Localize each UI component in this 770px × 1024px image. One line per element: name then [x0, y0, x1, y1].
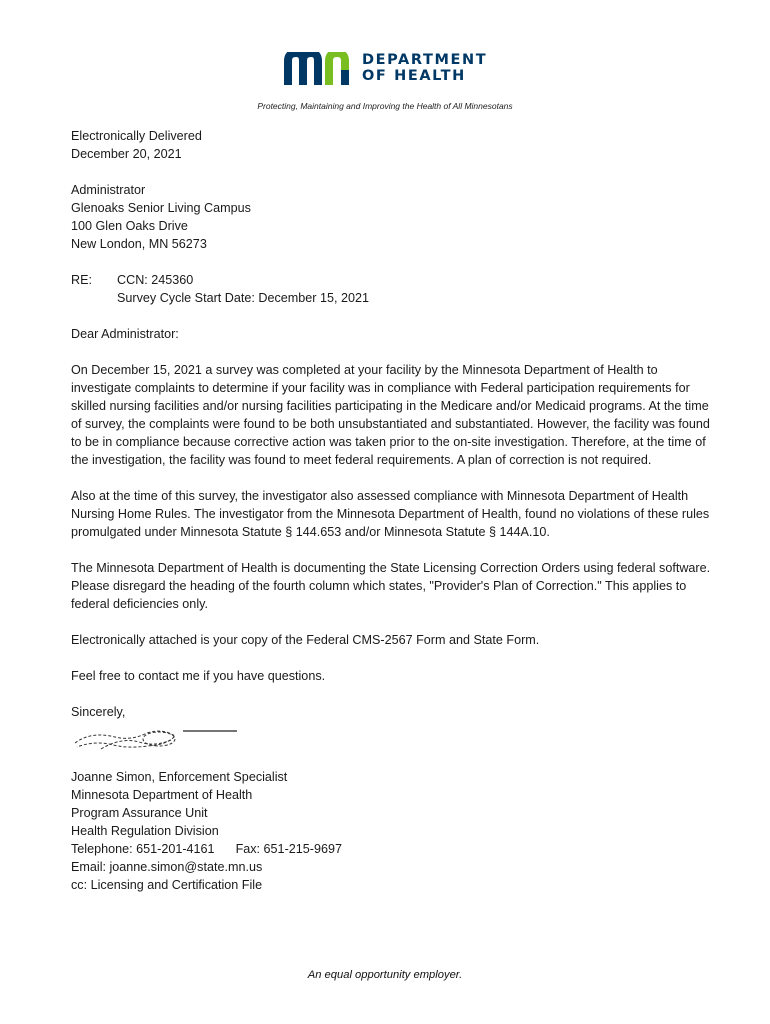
- body-paragraph-2: Also at the time of this survey, the investigator also assessed compliance with Minnesota Department of Health Nursing Home Rules. The investigator from the Minnesota Department of Health, found no violations of these rules promulgated under Minnesota Statute § 144.653 and/or Minnesota Statute § 144A.10.: [71, 489, 710, 539]
- logo-line-1: DEPARTMENT: [362, 52, 488, 68]
- body-paragraph-1: On December 15, 2021 a survey was completed at your facility by the Minnesota Department of Health to investigate complaints to determine if your facility was in compliance with Federal participation requirements for skilled nursing facilities and/or nursing facilities participating in the Medicare and/or Medicaid programs. At the time of survey, the complaints were found to be both unsubstantiated and substantiated. However, the facility was found to be in compliance because corrective action was taken prior to the on-site investigation. Therefore, at the time of the investigation, the facility was found to meet federal requirements. A plan of correction is not required.: [71, 363, 710, 467]
- recipient-facility: Glenoaks Senior Living Campus: [71, 201, 251, 215]
- logo-line-2: OF HEALTH: [362, 68, 466, 84]
- body-paragraph-3: The Minnesota Department of Health is documenting the State Licensing Correction Orders using federal software. Please disregard the heading of the fourth column which states, "Provider's Plan of Correction." This applies to federal deficiencies only.: [71, 561, 711, 611]
- signer-name-title: Joanne Simon, Enforcement Specialist: [71, 770, 288, 784]
- contact-phone-line: [71, 840, 711, 858]
- contact-email[interactable]: Email: joanne.simon@state.mn.us: [71, 860, 263, 874]
- re-label: RE:: [71, 273, 92, 287]
- delivery-method: Electronically Delivered: [71, 129, 202, 143]
- signer-division: Health Regulation Division: [71, 824, 219, 838]
- mdh-logo: [284, 52, 490, 88]
- recipient-title: Administrator: [71, 183, 146, 197]
- closing: Sincerely,: [71, 705, 126, 719]
- mn-logo-mark-icon: [284, 52, 356, 86]
- signer-unit: Program Assurance Unit: [71, 806, 208, 820]
- fax: Fax: 651-215-9697: [235, 842, 342, 856]
- body-paragraph-4: Electronically attached is your copy of the Federal CMS-2567 Form and State Form.: [71, 633, 540, 647]
- recipient-city: New London, MN 56273: [71, 237, 207, 251]
- signature-image: [71, 727, 251, 755]
- re-ccn: CCN: 245360: [117, 273, 194, 287]
- telephone: Telephone: 651-201-4161: [71, 842, 215, 856]
- re-cycle: Survey Cycle Start Date: December 15, 2021: [117, 291, 369, 305]
- signer-org: Minnesota Department of Health: [71, 788, 253, 802]
- cc-line: cc: Licensing and Certification File: [71, 878, 263, 892]
- recipient-street: 100 Glen Oaks Drive: [71, 219, 188, 233]
- salutation: Dear Administrator:: [71, 327, 179, 341]
- footer-equal-opportunity: An equal opportunity employer.: [307, 969, 463, 981]
- letter-date: December 20, 2021: [71, 147, 182, 161]
- tagline: Protecting, Maintaining and Improving the Health of All Minnesotans: [257, 101, 513, 111]
- re-line: [71, 271, 711, 307]
- body-paragraph-5: Feel free to contact me if you have questions.: [71, 669, 326, 683]
- letter-body: [71, 127, 711, 894]
